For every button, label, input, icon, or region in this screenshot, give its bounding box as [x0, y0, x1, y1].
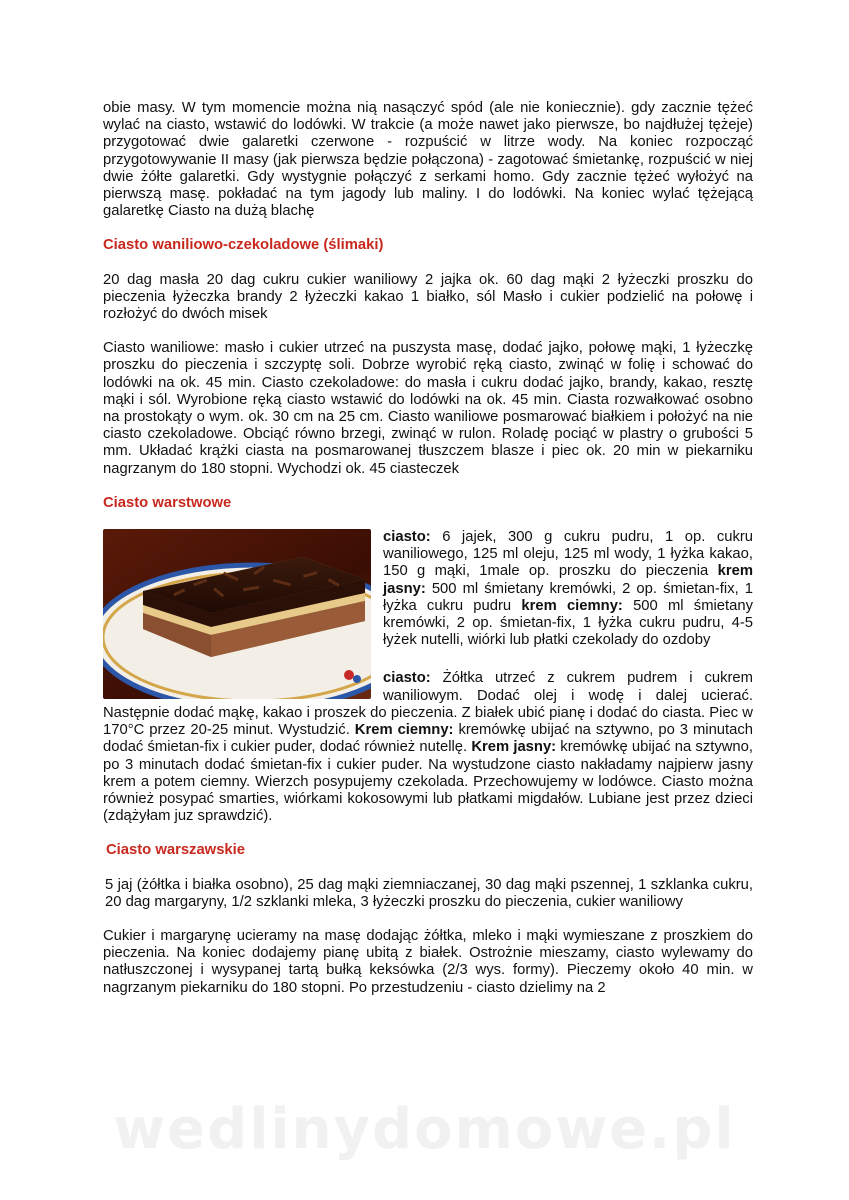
method-ciemny: kremówkę ubijać na sztywno, po 3 minutach dodać śmietan-fix i cukier puder, dodać również nutellę. [103, 722, 753, 756]
recipe2-title: Ciasto warstwowe [103, 494, 232, 511]
ingr-jasny: 500 ml śmietany kremówki, 2 op. śmietan-fix, 1 łyżka cukru pudru [383, 580, 753, 614]
intro-paragraph: obie masy. W tym momencie można nią nasączyć spód (ale nie koniecznie). gdy zacznie tężeć wylać na ciasto, wstawić do lodówki. W trakcie (a może nawet jako pierwsze, bo najdłużej tężeje) przygotować dwie galaretki czerwone - rozpuścić w litrze wody. Na koniec rozpocząć przygotowywanie II masy (jak pierwsza będzie połączona) - zagotować śmietankę, rozpuścić w niej dwie żółte galaretki. Gdy wystygnie połączyć z serkami homo. Gdy zacznie tężeć wyłożyć na pierwszą masę. pokładać na tym jagody lub maliny. I do lodówki. Na koniec wylać tężejącą galaretkę Ciasto na dużą blachę [103, 100, 753, 220]
ingr-ciemny: 500 ml śmietany kremówki, 2 op. śmietan-fix, 1 łyżka cukru pudru, 4-5 łyżek nutelli, wiórki lub płatki czekolady do ozdoby [383, 597, 753, 649]
layered-cake-photo [103, 529, 371, 699]
ingr-ciasto: 6 jajek, 300 g cukru pudru, 1 op. cukru waniliowego, 125 ml oleju, 125 ml wody, 1 łyżka kakao, 150 g mąki, 1male op. proszku do pieczenia [383, 529, 753, 580]
recipe3-title: Ciasto warszawskie [106, 842, 245, 859]
recipe1-title: Ciasto waniliowo-czekoladowe (ślimaki) [103, 237, 384, 254]
document-page [103, 100, 753, 997]
method-ciasto: Żółtka utrzeć z cukrem pudrem i cukrem waniliowym. Dodać olej i wodę i dalej ucierać. Następnie dodać mąkę, kakao i proszek do pieczenia. Z białek ubić pianę i dodać do ciasta. Piec w 170°C przez 20-25 minut. Wystudzić. [103, 670, 753, 739]
ingr-label-ciemny: krem ciemny: [521, 597, 623, 614]
method-label-jasny: Krem jasny: [471, 739, 557, 756]
method-jasny: kremówkę ubijać na sztywno, po 3 minutach dodać śmietan-fix i cukier puder. Na wystudzone ciasto nakładamy najpierw jasny krem a potem ciemny. Wierzch posypujemy czekolada. Przechowujemy w lodówce. Ciasto można również posypać smarties, wiórkami kokosowymi lub płatkami migdałów. Lubiane jest przez dzieci (zdążyłam juz sprawdzić). [103, 739, 753, 825]
method-label-ciemny: Krem ciemny: [354, 722, 454, 739]
ingr-label-ciasto: ciasto: [383, 529, 431, 546]
method-label-ciasto: ciasto: [383, 670, 431, 687]
recipe1-method: Ciasto waniliowe: masło i cukier utrzeć na puszysta masę, dodać jajko, połowę mąki, 1 łyżeczkę proszku do pieczenia i szczyptę soli. Dobrze wyrobić ręką ciasto, zwinąć w folię i schować do lodówki na ok. 45 min. Ciasto czekoladowe: do masła i cukru dodać jajko, brandy, kakao, resztę mąki i sól. Wyrobione ręką ciasto wstawić do lodówki na ok. 45 min. Ciasta rozwałkować osobno na prostokąty o wym. ok. 30 cm na 25 cm. Ciasto waniliowe posmarować białkiem i położyć na nie ciasto czekoladowe. Obciąć równo brzegi, zwinąć w rulon. Roladę pociąć w plastry o grubości 5 mm. Układać krążki ciasta na posmarowanej tłuszczem blasze i piec ok. 20 min w piekarniku nagrzanym do 180 stopni. Wychodzi ok. 45 ciasteczek [103, 340, 753, 477]
watermark: wedlinydomowe.pl [113, 1097, 736, 1162]
recipe3-method: Cukier i margarynę ucieramy na masę dodając żółtka, mleko i mąki wymieszane z proszkiem do pieczenia. Na koniec dodajemy pianę ubitą z białek. Ostrożnie mieszamy, ciasto wylewamy do natłuszczonej i wysypanej tartą bułką keksówka (2/3 wys. formy). Pieczemy około 40 min. w nagrzanym piekarniku do 180 stopni. Po przestudzeniu - ciasto dzielimy na 2 [103, 927, 753, 996]
ingr-label-jasny: krem jasny: [383, 563, 753, 597]
recipe1-ingredients: 20 dag masła 20 dag cukru cukier waniliowy 2 jajka ok. 60 dag mąki 2 łyżeczki proszku do pieczenia łyżeczka brandy 2 łyżeczki kakao 1 białko, sól Masło i cukier podzielić na połowę i rozłożyć do dwóch misek [103, 271, 753, 323]
recipe3-ingredients: 5 jaj (żółtka i białka osobno), 25 dag mąki ziemniaczanej, 30 dag mąki pszennej, 1 szklanka cukru, 20 dag margaryny, 1/2 szklanki mleka, 3 łyżeczki proszku do pieczenia, cukier waniliowy [105, 876, 753, 910]
